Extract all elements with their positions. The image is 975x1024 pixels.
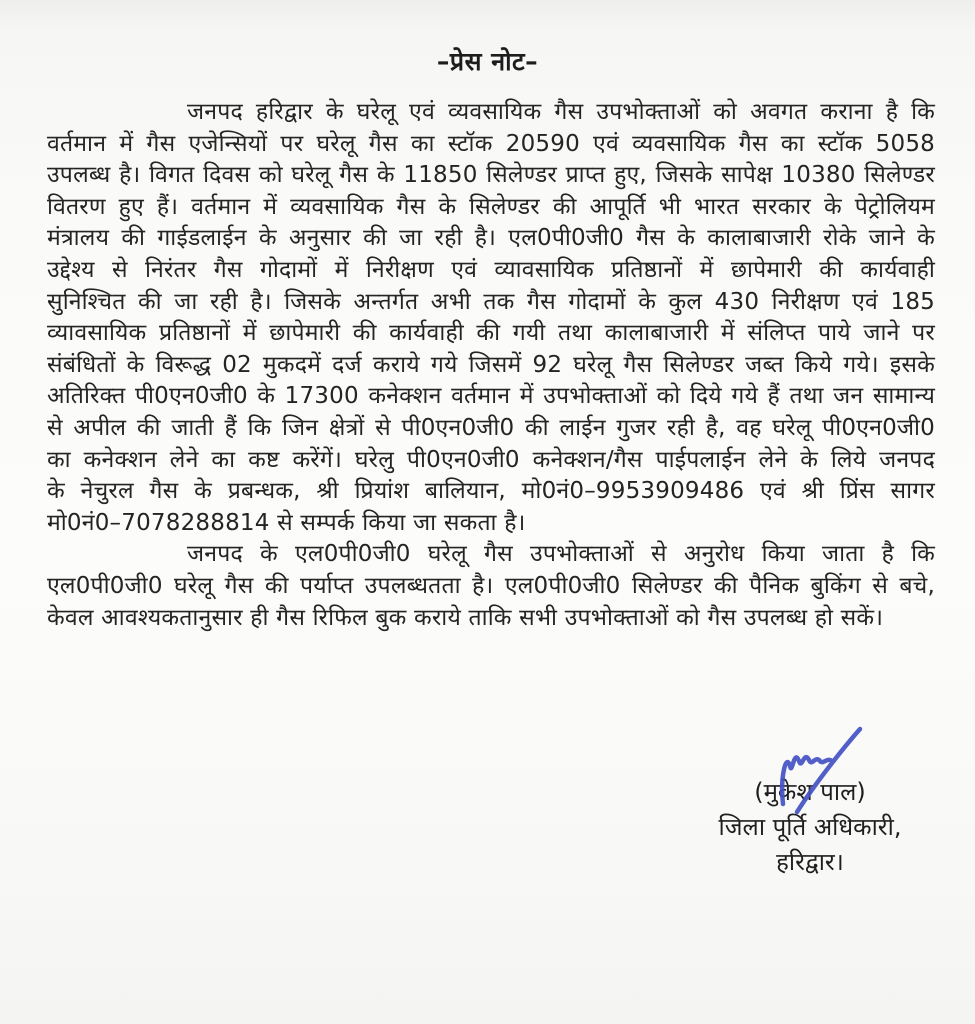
body-line: जनपद हरिद्वार के घरेलू एवं व्यवसायिक गैस उपभोक्ताओं को अवगत कराना है कि: [187, 99, 935, 125]
body-line: उपलब्ध है। विगत दिवस को घरेलू गैस के 11850 सिलेण्डर प्राप्त हुए, जिसके सापेक्ष 10380 सिलेण्डर: [47, 162, 935, 189]
body-line: वर्तमान में गैस एजेन्सियों पर घरेलू गैस का स्टॉक 20590 एवं व्यवसायिक गैस का स्टॉक 5058: [47, 130, 935, 157]
body-line: मो0नं0–7078288814 से सम्पर्क किया जा सकता है।: [47, 509, 526, 536]
body-line: उद्देश्य से निरंतर गैस गोदामों में निरीक्षण एवं व्यावसायिक प्रतिष्ठानों में छापेमारी की कार्यवाही: [47, 256, 935, 283]
paragraph-2: [47, 539, 935, 634]
signature-block: [660, 775, 960, 880]
document-body: [47, 97, 935, 634]
paragraph-1: [47, 97, 935, 539]
body-line: मंत्रालय की गाईडलाईन के अनुसार की जा रही है। एल0पी0जी0 गैस के कालाबाजारी रोके जाने के: [47, 225, 935, 252]
signatory-place: हरिद्वार।: [776, 848, 844, 876]
body-line: से अपील की जाती हैं कि जिन क्षेत्रों से पी0एन0जी0 की लाईन गुजर रही है, वह घरेलू पी0एन0जी0: [47, 414, 935, 441]
document-title: –प्रेस नोट–: [436, 47, 539, 76]
body-line: सुनिश्चित की जा रही है। जिसके अन्तर्गत अभी तक गैस गोदामों के कुल 430 निरीक्षण एवं 185: [47, 288, 935, 315]
body-line: एल0पी0जी0 घरेलू गैस की पर्याप्त उपलब्धतता है। एल0पी0जी0 सिलेण्डर की पैनिक बुकिंग से बचे,: [47, 572, 935, 599]
body-line: जनपद के एल0पी0जी0 घरेलू गैस उपभोक्ताओं से अनुरोध किया जाता है कि: [187, 541, 935, 568]
body-line: वितरण हुए हैं। वर्तमान में व्यवसायिक गैस के सिलेण्डर की आपूर्ति भी भारत सरकार के पेट्रोलियम: [47, 193, 935, 220]
body-line: का कनेक्शन लेने का कष्ट करेंगें। घरेलु पी0एन0जी0 कनेक्शन/गैस पाईपलाईन लेने के लिये जनपद: [47, 446, 935, 473]
body-line: अतिरिक्त पी0एन0जी0 के 17300 कनेक्शन वर्तमान में उपभोक्ताओं को दिये गये हैं तथा जन सामान्य: [47, 383, 935, 410]
body-line: संबंधितों के विरूद्ध 02 मुकदमें दर्ज कराये गये जिसमें 92 घरेलू गैस सिलेण्डर जब्त किये गये। इसके: [47, 351, 935, 378]
signatory-designation: जिला पूर्ति अधिकारी,: [718, 813, 902, 841]
signatory-name: (मुकेश पाल): [754, 778, 866, 806]
body-line: केवल आवश्यकतानुसार ही गैस रिफिल बुक कराये ताकि सभी उपभोक्ताओं को गैस उपलब्ध हो सकें।: [47, 604, 884, 631]
body-line: व्यावसायिक प्रतिष्ठानों में छापेमारी की कार्यवाही की गयी तथा कालाबाजारी में संलिप्त पाये जाने पर: [47, 320, 935, 347]
body-line: के नेचुरल गैस के प्रबन्धक, श्री प्रियांश बालियान, मो0नं0–9953909486 एवं श्री प्रिंस सागर: [47, 478, 935, 505]
